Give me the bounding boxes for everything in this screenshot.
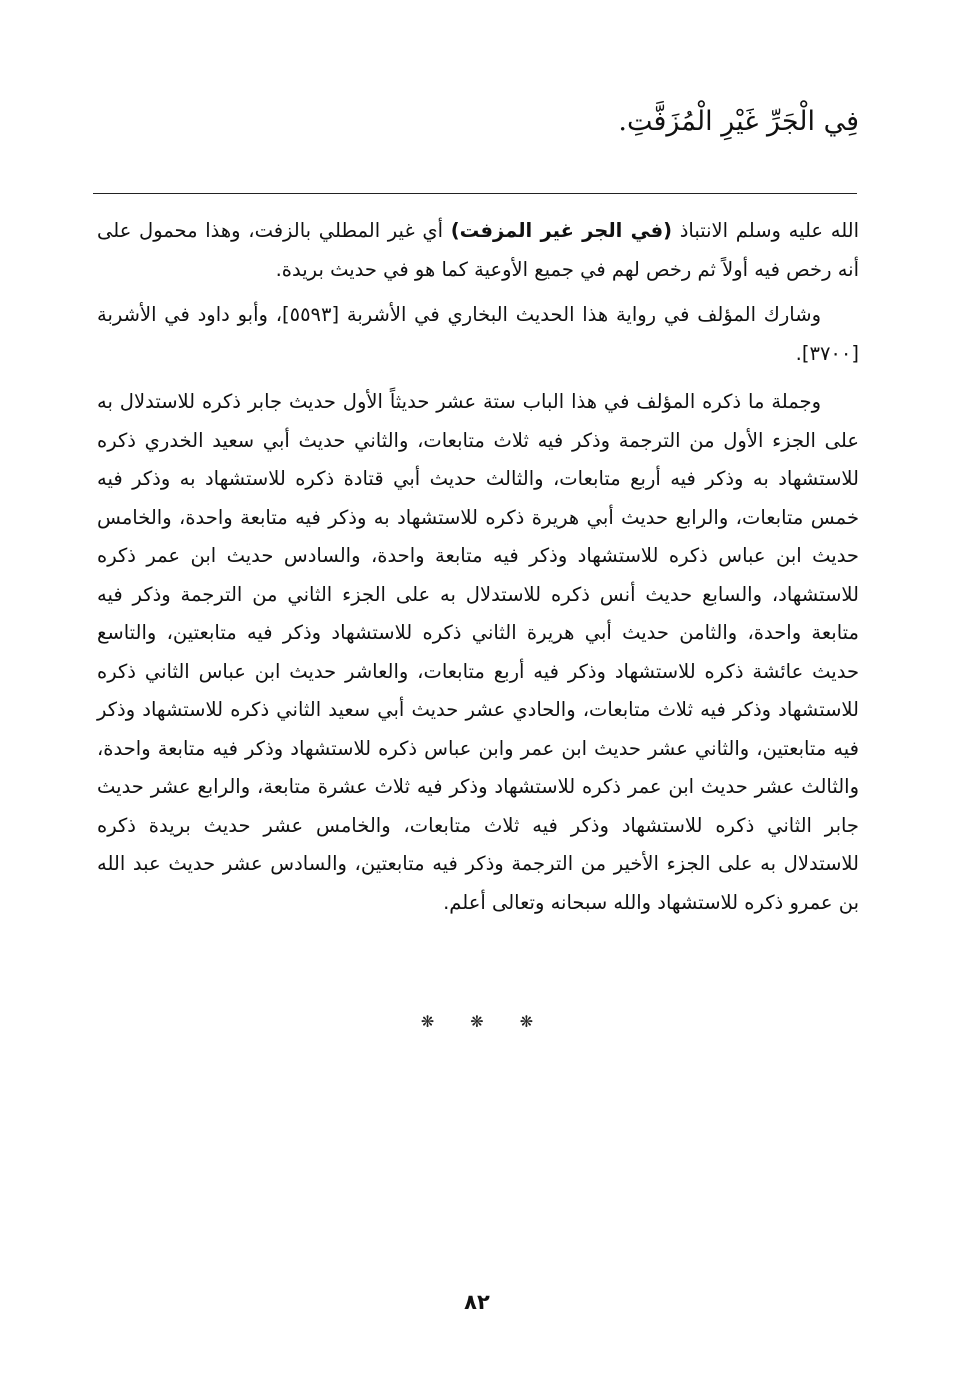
commentary-p1-bold-phrase: (في الجر غير المزفت) <box>450 219 673 242</box>
asterism-icon: ❋ <box>420 1012 435 1031</box>
commentary-p1-end: أي غير المطلي بالزفت، وهذا محمول على أنه رخص فيه أولاً ثم رخص لهم في جميع الأوعية كما هو في حديث بريدة. <box>97 219 859 281</box>
commentary-paragraph-3: وجملة ما ذكره المؤلف في هذا الباب ستة عشر حديثاً الأول حديث جابر ذكره للاستدلال به على الجزء الأول من الترجمة وذكر فيه ثلاث متابعات، والثاني حديث أبي سعيد الخدري ذكره للاستشهاد به وذكر فيه أربع متابعات، والثالث حديث أبي قتادة ذكره للاستشهاد به وذكر فيه خمس متابعات، والرابع حديث أبي هريرة ذكره للاستشهاد به وذكر فيه متابعة واحدة، والخامس حديث ابن عباس ذكره للاستشهاد وذكر فيه متابعة واحدة، والسادس حديث ابن عمر ذكره للاستشهاد، والسابع حديث أنس ذكره للاستدلال به على الجزء الثاني من الترجمة وذكر فيه متابعة واحدة، والثامن حديث أبي هريرة الثاني ذكره للاستشهاد وذكر فيه متابعتين، والتاسع حديث عائشة ذكره للاستشهاد وذكر فيه أربع متابعات، والعاشر حديث ابن عباس الثاني ذكره للاستشهاد وذكر فيه ثلاث متابعات، والحادي عشر حديث أبي سعيد الثاني ذكره للاستشهاد وذكر فيه متابعتين، والثاني عشر حديث ابن عمر وابن عباس ذكره للاستشهاد وذكر فيه متابعة واحدة، والثالث عشر حديث ابن عمر ذكره للاستشهاد وذكر فيه ثلاث عشرة متابعة، والرابع عشر حديث جابر الثاني ذكره للاستشهاد وذكر فيه ثلاث متابعات، والخامس عشر حديث بريدة ذكره للاستدلال به على الجزء الأخير من الترجمة وذكر فيه متابعتين، والسادس عشر حديث عبد الله بن عمرو ذكره للاستشهاد والله سبحانه وتعالى أعلم. <box>97 390 859 914</box>
hadith-text: فِي الْجَرِّ غَيْرِ الْمُزَفَّتِ. <box>618 106 859 137</box>
commentary-p1-start: الله عليه وسلم الانتباذ <box>672 219 860 242</box>
section-end-ornament <box>0 1012 954 1031</box>
page-number: ٨٢ <box>464 1290 490 1314</box>
commentary-paragraph-1 <box>97 212 859 289</box>
commentary-section <box>97 212 859 922</box>
asterism-icon: ❋ <box>470 1012 484 1031</box>
commentary-paragraph-2: وشارك المؤلف في رواية هذا الحديث البخاري في الأشربة [٥٥٩٣]، وأبو داود في الأشربة [٣٧٠٠]. <box>97 303 859 365</box>
footnote-divider <box>93 193 857 194</box>
asterism-icon: ❋ <box>519 1012 534 1031</box>
